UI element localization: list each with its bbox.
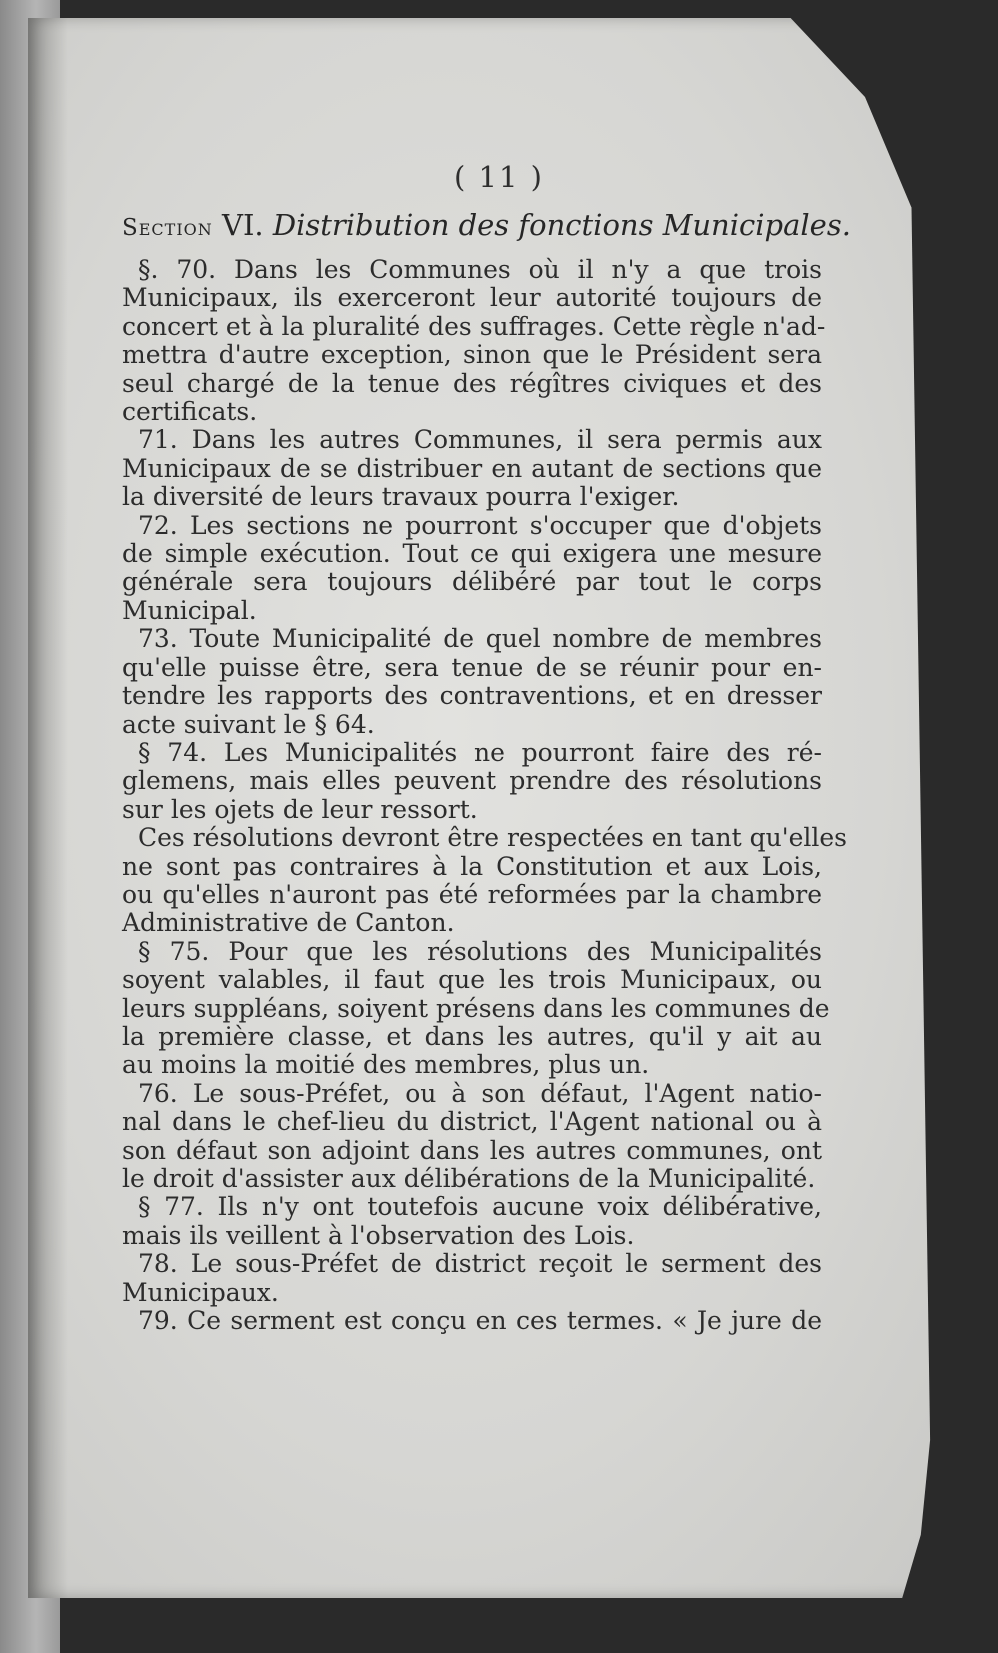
text-line: de simple exécution. Tout ce qui exigera une mesure bbox=[122, 539, 822, 569]
text-line: 79. Ce serment est conçu en ces termes. « Je jure de bbox=[138, 1306, 822, 1336]
text-line: 73. Toute Municipalité de quel nombre de membres bbox=[138, 624, 822, 654]
text-line: ou qu'elles n'auront pas été reformées par la chambre bbox=[122, 879, 822, 909]
text-line: certificats. bbox=[122, 397, 258, 427]
text-line: § 75. Pour que les résolutions des Municipalités bbox=[138, 936, 822, 966]
section-title: Distribution des fonctions Municipales. bbox=[272, 208, 851, 242]
text-line: § 77. Ils n'y ont toutefois aucune voix délibérative, bbox=[138, 1192, 822, 1222]
text-line: leurs suppléans, soiyent présens dans les communes de bbox=[122, 993, 830, 1023]
text-line: Municipaux de se distribuer en autant de sections que bbox=[122, 453, 822, 483]
text-line: acte suivant le § 64. bbox=[122, 709, 375, 739]
text-line: son défaut son adjoint dans les autres communes, ont bbox=[122, 1135, 822, 1165]
text-line: concert et à la pluralité des suffrages. Cette règle n'ad- bbox=[122, 311, 826, 341]
section-label: Section bbox=[122, 215, 213, 241]
text-line: Municipaux. bbox=[122, 1277, 279, 1307]
text-line: générale sera toujours délibéré par tout le corps bbox=[122, 567, 822, 597]
section-number: VI. bbox=[222, 208, 264, 242]
page-number: ( 11 ) bbox=[454, 160, 544, 194]
text-line: Municipal. bbox=[122, 595, 257, 625]
page-gutter-shadow bbox=[28, 18, 68, 1598]
text-line: soyent valables, il faut que les trois Municipaux, ou bbox=[122, 965, 822, 995]
text-line: §. 70. Dans les Communes où il n'y a que trois bbox=[138, 255, 822, 284]
text-line: Ces résolutions devront être respectées en tant qu'elles bbox=[138, 823, 848, 853]
text-line: 72. Les sections ne pourront s'occuper que d'objets bbox=[138, 510, 822, 540]
section-heading bbox=[122, 208, 851, 242]
text-line: sur les ojets de leur ressort. bbox=[122, 794, 478, 824]
text-line: tendre les rapports des contraventions, et en dresser bbox=[122, 681, 822, 711]
text-line: glemens, mais elles peuvent prendre des résolutions bbox=[122, 766, 822, 796]
text-line: au moins la moitié des membres, plus un. bbox=[122, 1050, 650, 1080]
body-text bbox=[122, 255, 848, 1336]
text-line: 71. Dans les autres Communes, il sera permis aux bbox=[138, 425, 822, 455]
text-line: la première classe, et dans les autres, qu'il y ait au bbox=[122, 1021, 822, 1051]
text-line: qu'elle puisse être, sera tenue de se réunir pour en- bbox=[122, 652, 822, 682]
text-line: Municipaux, ils exerceront leur autorité toujours de bbox=[122, 283, 822, 313]
text-line: 78. Le sous-Préfet de district reçoit le serment des bbox=[138, 1249, 822, 1279]
text-line: seul chargé de la tenue des régîtres civiques et des bbox=[122, 368, 822, 398]
text-line: ne sont pas contraires à la Constitution et aux Lois, bbox=[122, 851, 822, 881]
text-line: mettra d'autre exception, sinon que le Président sera bbox=[122, 340, 822, 370]
text-line: § 74. Les Municipalités ne pourront faire des ré- bbox=[138, 737, 822, 767]
text-line: le droit d'assister aux délibérations de la Municipalité. bbox=[122, 1164, 816, 1193]
text-line: la diversité de leurs travaux pourra l'exiger. bbox=[122, 482, 680, 512]
text-line: nal dans le chef-lieu du district, l'Agent national ou à bbox=[122, 1107, 822, 1137]
text-line: mais ils veillent à l'observation des Lois. bbox=[122, 1220, 635, 1250]
text-line: Administrative de Canton. bbox=[122, 908, 455, 938]
text-line: 76. Le sous-Préfet, ou à son défaut, l'Agent natio- bbox=[138, 1078, 822, 1108]
